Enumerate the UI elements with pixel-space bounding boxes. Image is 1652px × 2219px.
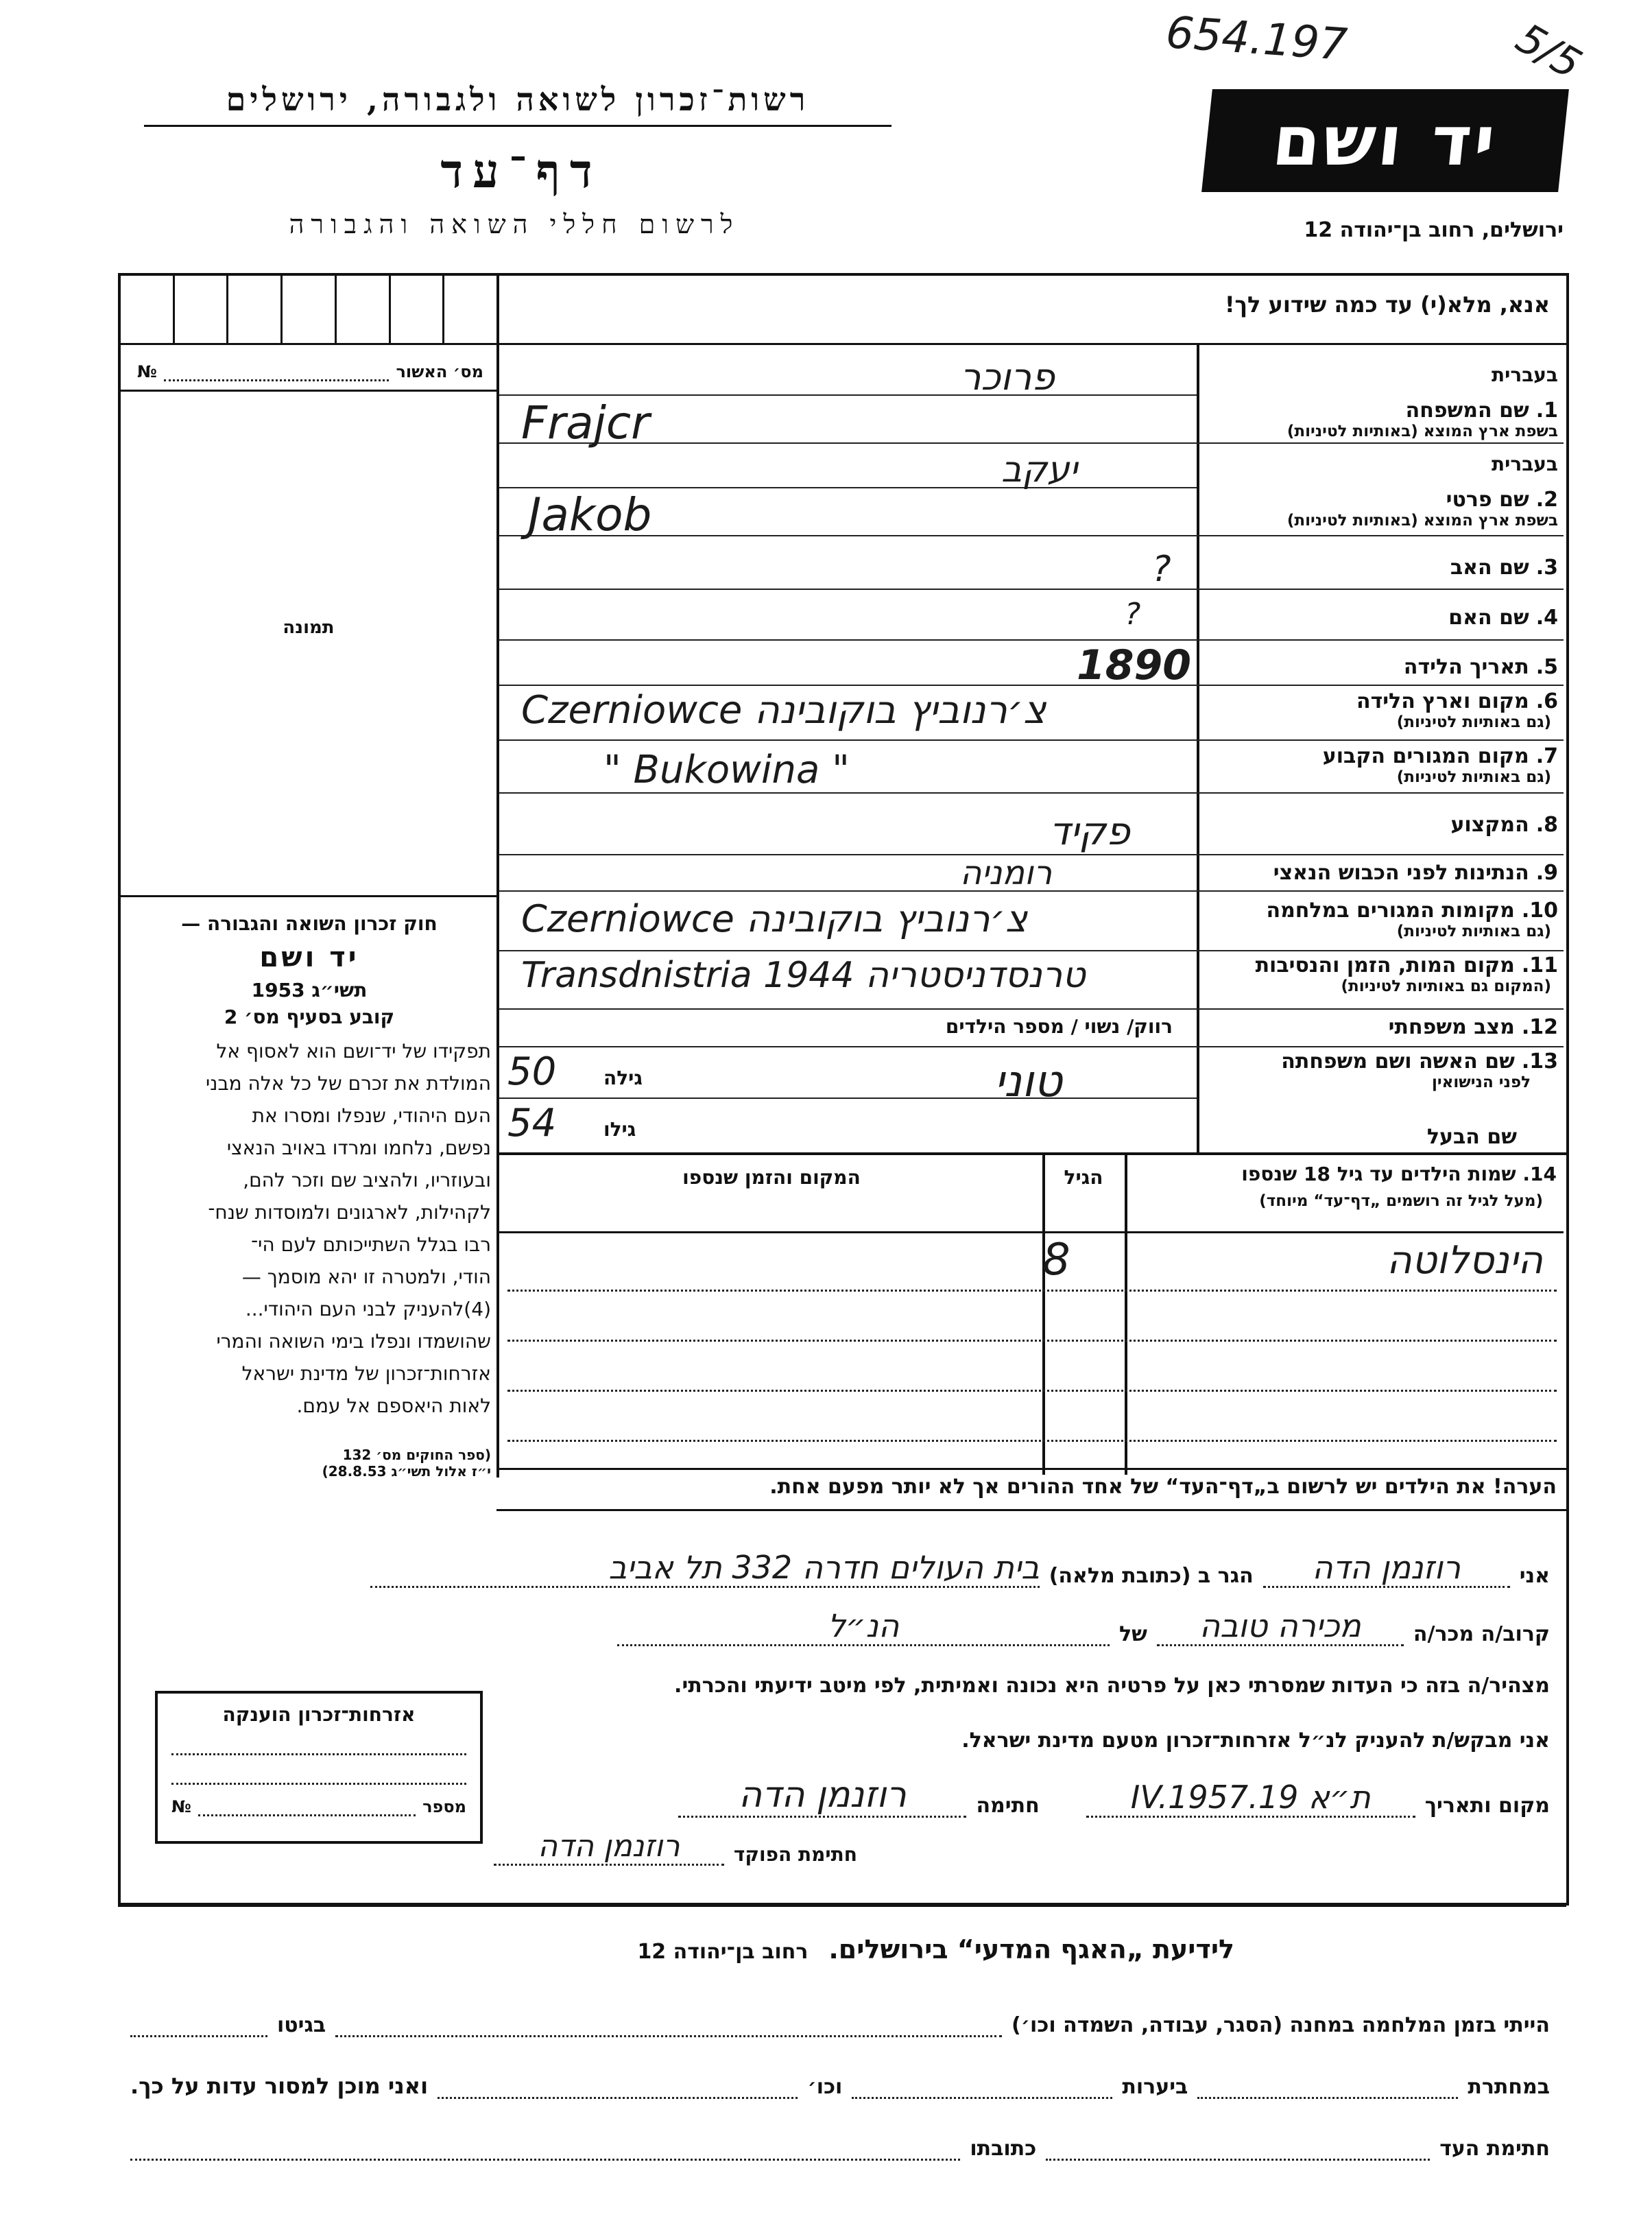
profession-value: פקיד bbox=[1049, 809, 1130, 854]
footer-address: רחוב בן־יהודה 12 bbox=[637, 1940, 809, 1964]
declaration-i-label: אני bbox=[1519, 1564, 1550, 1588]
mother-name-value: ? bbox=[1125, 597, 1141, 632]
declaration-resides-label: הגר ב (כתובת מלאה) bbox=[1049, 1564, 1254, 1588]
law-text-line: לאות היאספם אל עמם. bbox=[296, 1395, 491, 1417]
field-12-label: מצב משפחתי bbox=[1388, 1015, 1515, 1039]
husband-age-label: גילו bbox=[603, 1118, 636, 1141]
field-11-label: מקום המות, הזמן והנסיבות bbox=[1255, 953, 1515, 977]
authority-underline bbox=[144, 125, 891, 127]
witness-address-label: כתובתו bbox=[970, 2137, 1037, 2161]
form-title: דף־עד bbox=[440, 144, 602, 199]
law-text-line: (4)להעניק לבני העם היהודי... bbox=[245, 1298, 491, 1320]
wife-age-value: 50 bbox=[507, 1049, 557, 1094]
field-7-label: מקום המגורים הקבוע bbox=[1322, 744, 1529, 768]
surname-hebrew-value: פרוכר bbox=[960, 355, 1055, 399]
value-sep bbox=[499, 854, 1197, 855]
declaration-line-1 bbox=[370, 1547, 1550, 1588]
ghetto-label: בגיטו bbox=[277, 2013, 326, 2037]
footer-title: לידיעת „האגף המדעי“ בירושלים. bbox=[828, 1934, 1234, 1965]
value-sep bbox=[499, 792, 1197, 794]
photo-label: תמונה bbox=[283, 617, 335, 638]
row-sep bbox=[1197, 685, 1564, 686]
child-age: 8 bbox=[1042, 1235, 1070, 1285]
signature-value: רוזנמן הדה bbox=[678, 1775, 966, 1818]
remark-text: הערה! את הילדים יש לרשום ב„דף־העד“ של אחד ההורים אך לא יותר מפעם אחת. bbox=[769, 1475, 1557, 1499]
field-2-hebrew-hint: בעברית bbox=[1491, 453, 1558, 475]
law-year: תשי״ג 1953 bbox=[251, 979, 368, 1001]
children-place-header: המקום והזמן שנספו bbox=[682, 1166, 861, 1189]
field-13-label: שם האשה ושם משפחתה bbox=[1281, 1049, 1515, 1073]
form-subtitle: לרשום חללי השואה והגבורה bbox=[289, 209, 740, 239]
law-text-line: המולדת את זכרם של כל אלה מבני bbox=[205, 1072, 491, 1095]
value-sep bbox=[499, 1097, 1197, 1099]
camp-label: הייתי בזמן המלחמה במחנה (הסגר, עבודה, השמדה וכו׳) bbox=[1011, 2013, 1550, 2037]
value-sep bbox=[499, 739, 1197, 741]
field-9-num: 9. bbox=[1535, 861, 1558, 885]
witness-address-field[interactable] bbox=[130, 2139, 960, 2161]
children-rows bbox=[507, 1235, 1557, 1442]
of-label: של bbox=[1119, 1622, 1147, 1646]
footer-line-2 bbox=[130, 2065, 1550, 2099]
law-text-line: הודי, ולמטרה זו יהא מוסמך — bbox=[241, 1266, 491, 1288]
field-1-latin-hint: בשפת ארץ המוצא (באותיות לטיניות) bbox=[1286, 423, 1558, 440]
wife-name-value: טוני bbox=[994, 1056, 1062, 1107]
corner-note: 5/5 bbox=[1507, 14, 1590, 89]
field-13-num: 13. bbox=[1521, 1049, 1558, 1073]
row-sep bbox=[1197, 890, 1564, 892]
officer-signature-value: רוזנמן הדה bbox=[494, 1829, 724, 1866]
field-13-hint: לפני הנישואין bbox=[1432, 1073, 1531, 1091]
table-row bbox=[507, 1392, 1557, 1442]
approval-field bbox=[137, 362, 483, 381]
firstname-latin-value: Jakob bbox=[528, 488, 652, 541]
law-title: חוק זכרון השואה והגבורה — bbox=[181, 912, 438, 935]
law-text-line: רבו בגלל השתייכותם לעם הי־ bbox=[251, 1233, 491, 1256]
family-status-options: רווק/ נשוי / מספר הילדים bbox=[945, 1015, 1173, 1038]
field-8-num: 8. bbox=[1535, 813, 1558, 837]
declaration-address-value: בית העולים חדרה 332 תל אביב bbox=[370, 1549, 1040, 1588]
code-boxes bbox=[121, 276, 496, 343]
table-row bbox=[507, 1342, 1557, 1392]
header-address: ירושלים, רחוב בן־יהודה 12 bbox=[1304, 218, 1564, 242]
citizenship-number-label: מספר bbox=[422, 1797, 466, 1816]
law-footnote-2: י״ז אלול תשי״ג 28.8.53) bbox=[322, 1463, 491, 1480]
field-4-label: שם האם bbox=[1448, 606, 1529, 630]
file-number: 654.197 bbox=[1164, 7, 1349, 71]
child-name: הינסלוטה bbox=[1387, 1238, 1543, 1283]
place-date-value: ת״א 19.IV.1957 bbox=[1086, 1779, 1415, 1818]
row-sep bbox=[1197, 950, 1564, 951]
forests-field[interactable] bbox=[852, 2078, 1112, 2099]
law-text-line: נפשם, נלחמו ומרדו באויב הנאצי bbox=[226, 1137, 491, 1159]
underground-label: במחתרת bbox=[1468, 2075, 1550, 2099]
declaration-line-2 bbox=[617, 1605, 1550, 1646]
intro-text: אנא, מלא(י) עד כמה שידוע לך! bbox=[1224, 292, 1550, 318]
field-11-num: 11. bbox=[1521, 953, 1558, 977]
law-text-line: לקהילות, לארגונים ולמוסדות שנח־ bbox=[208, 1201, 491, 1224]
officer-signature-label: חתימת הפוקד bbox=[733, 1843, 857, 1866]
father-name-value: ? bbox=[1152, 549, 1171, 590]
value-sep bbox=[499, 1008, 1197, 1010]
field-6-num: 6. bbox=[1535, 689, 1558, 713]
field-2-latin-hint: בשפת ארץ המוצא (באותיות לטיניות) bbox=[1286, 512, 1558, 530]
signature-label: חתימה bbox=[976, 1794, 1040, 1818]
declaration-line-6 bbox=[494, 1825, 857, 1866]
value-sep bbox=[499, 589, 1197, 590]
row-sep bbox=[1197, 792, 1564, 794]
surname-latin-value: Frajcr bbox=[521, 396, 650, 449]
intro-row-divider bbox=[118, 343, 1566, 345]
declaration-statement-2: אני מבקש/ת להעניק לנ״ל אזרחות־זכרון מטעם מדינת ישראל. bbox=[961, 1729, 1550, 1753]
place-date-label: מקום ותאריך bbox=[1424, 1794, 1550, 1818]
field-5-label: תאריך הלידה bbox=[1403, 655, 1529, 679]
footer-line-3 bbox=[130, 2126, 1550, 2161]
label-column-divider bbox=[1197, 343, 1199, 1152]
birth-place-value: Czerniowce צ׳רנוביץ בוקובינה bbox=[521, 688, 1046, 733]
field-10-hint: (גם באותיות לטיניות) bbox=[1396, 923, 1551, 940]
camp-field[interactable] bbox=[335, 2016, 1002, 2037]
field-7-num: 7. bbox=[1535, 744, 1558, 768]
field-10-label: מקומות המגורים במלחמה bbox=[1266, 899, 1515, 923]
value-sep bbox=[499, 950, 1197, 951]
law-text-line: אזרחות־זכרון של מדינת ישראל bbox=[241, 1362, 491, 1385]
row-sep bbox=[1197, 589, 1564, 590]
law-text-line: העם היהודי, שנפלו ומסרו את bbox=[252, 1104, 491, 1127]
row-sep bbox=[1197, 1008, 1564, 1010]
row-sep bbox=[1197, 1046, 1564, 1047]
row-sep bbox=[1197, 639, 1564, 641]
value-sep bbox=[499, 890, 1197, 892]
code-boxes-right-edge bbox=[496, 273, 499, 344]
value-sep bbox=[499, 1046, 1197, 1047]
field-4-num: 4. bbox=[1535, 606, 1558, 630]
field-2-num: 2. bbox=[1535, 488, 1558, 512]
table-row bbox=[507, 1235, 1557, 1292]
remark-bottom bbox=[496, 1509, 1566, 1511]
field-3-num: 3. bbox=[1535, 556, 1558, 580]
law-text-line: ובעוזריו, ולהציב שם וזכר להם, bbox=[243, 1169, 491, 1191]
value-sep bbox=[499, 394, 1197, 396]
husband-label: שם הבעל bbox=[1426, 1125, 1517, 1149]
declaration-statement-1: מצהיר/ה בזה כי העדות שמסרתי כאן על פרטיה היא נכונה ואמיתית, לפי מיטב ידיעתי והכרתי. bbox=[674, 1674, 1550, 1698]
field-11-hint: (המקום גם באותיות לטיניות) bbox=[1341, 977, 1551, 995]
row-sep bbox=[1197, 739, 1564, 741]
firstname-hebrew-value: יעקב bbox=[1001, 449, 1078, 490]
field-10-num: 10. bbox=[1521, 899, 1558, 923]
field-5-num: 5. bbox=[1535, 655, 1558, 679]
law-text-line: תפקידו של יד־ושם הוא לאסוף אל bbox=[216, 1040, 491, 1063]
children-label: 14. שמות הילדים עד גיל 18 שנספו bbox=[1241, 1163, 1557, 1185]
relative-label: קרוב/ה מכר/ה bbox=[1413, 1622, 1550, 1646]
footer-divider bbox=[118, 1903, 1566, 1907]
photo-divider bbox=[121, 895, 498, 897]
field-1-hebrew-hint: בעברית bbox=[1491, 364, 1558, 386]
etc-label: וכו׳ bbox=[807, 2075, 843, 2099]
authority-line: רשות־זכרון לשואה ולגבורה, ירושלים bbox=[226, 81, 810, 118]
field-1-num: 1. bbox=[1535, 399, 1558, 423]
willing-label: ואני מוכן למסור עדות על כך. bbox=[130, 2073, 429, 2099]
law-text bbox=[128, 1035, 491, 1422]
field-12-num: 12. bbox=[1521, 1015, 1558, 1039]
children-note: (מעל לגיל זה רושמים „דף־עד“ מיוחד) bbox=[1259, 1192, 1543, 1210]
citizenship-no: № bbox=[171, 1797, 191, 1816]
children-label-block bbox=[1132, 1163, 1557, 1210]
husband-age-value: 54 bbox=[507, 1101, 557, 1146]
declaration-i-value: רוזנמן הדה bbox=[1263, 1549, 1510, 1588]
field-2-label: שם פרטי bbox=[1446, 488, 1529, 512]
value-sep bbox=[499, 639, 1197, 641]
approval-divider bbox=[121, 390, 498, 392]
row-sep bbox=[1197, 535, 1564, 536]
witness-signature-label: חתימת העד bbox=[1439, 2137, 1550, 2161]
ghetto-field[interactable] bbox=[130, 2016, 267, 2037]
declaration-line-5 bbox=[494, 1770, 1550, 1818]
field-6-hint: (גם באותיות לטיניות) bbox=[1396, 713, 1551, 731]
law-name: יד ושם bbox=[259, 942, 359, 973]
field-8-label: המקצוע bbox=[1450, 813, 1529, 837]
footer-heading bbox=[480, 1934, 1234, 1965]
underground-field[interactable] bbox=[1197, 2078, 1458, 2099]
law-clause: קובע בסעיף מס׳ 2 bbox=[224, 1006, 395, 1028]
row-sep bbox=[1197, 442, 1564, 444]
approval-label: מס׳ האשור bbox=[396, 362, 483, 381]
relative-value: מכירה טובה bbox=[1157, 1607, 1404, 1646]
children-age-header: הגיל bbox=[1064, 1166, 1103, 1189]
field-3-label: שם האב bbox=[1450, 556, 1529, 580]
forests-label: ביערות bbox=[1122, 2075, 1188, 2099]
etc-field[interactable] bbox=[438, 2078, 798, 2099]
of-value: הנ״ל bbox=[617, 1607, 1110, 1646]
wife-age-label: גילה bbox=[603, 1067, 643, 1089]
witness-signature-field[interactable] bbox=[1046, 2139, 1430, 2161]
law-footnote-1: (ספר החוקים מס׳ 132 bbox=[342, 1447, 491, 1463]
field-7-hint: (גם באותיות לטיניות) bbox=[1396, 768, 1551, 786]
citizenship-value: רומניה bbox=[960, 854, 1053, 892]
citizenship-box-title: אזרחות־זכרון הוענקה bbox=[222, 1703, 416, 1726]
yad-vashem-logo bbox=[1201, 89, 1569, 192]
law-text-line: שהושמדו ונפלו בימי השואה והמרי bbox=[216, 1330, 491, 1353]
law-block bbox=[128, 912, 491, 1480]
field-1-label: שם המשפחה bbox=[1405, 399, 1529, 423]
citizenship-box bbox=[155, 1691, 483, 1844]
children-header-divider bbox=[499, 1231, 1564, 1233]
residence-value: " Bukowina " bbox=[603, 748, 850, 792]
wartime-residence-value: Czerniowce צ׳רנוביץ בוקובינה bbox=[521, 897, 1028, 940]
footer-line-1 bbox=[130, 2003, 1550, 2037]
field-9-label: הנתינות לפני הכבוש הנאצי bbox=[1273, 861, 1529, 885]
death-place-value: Transdnistria 1944 טרנסדניסטריה bbox=[521, 955, 1086, 996]
remark-top bbox=[496, 1468, 1566, 1470]
row-sep bbox=[1197, 854, 1564, 855]
table-row bbox=[507, 1292, 1557, 1342]
logo-text: יד ושם bbox=[1269, 100, 1502, 181]
birth-date-value: 1890 bbox=[1077, 641, 1191, 689]
field-6-label: מקום וארץ הלידה bbox=[1356, 689, 1529, 713]
approval-no: № bbox=[137, 362, 157, 381]
